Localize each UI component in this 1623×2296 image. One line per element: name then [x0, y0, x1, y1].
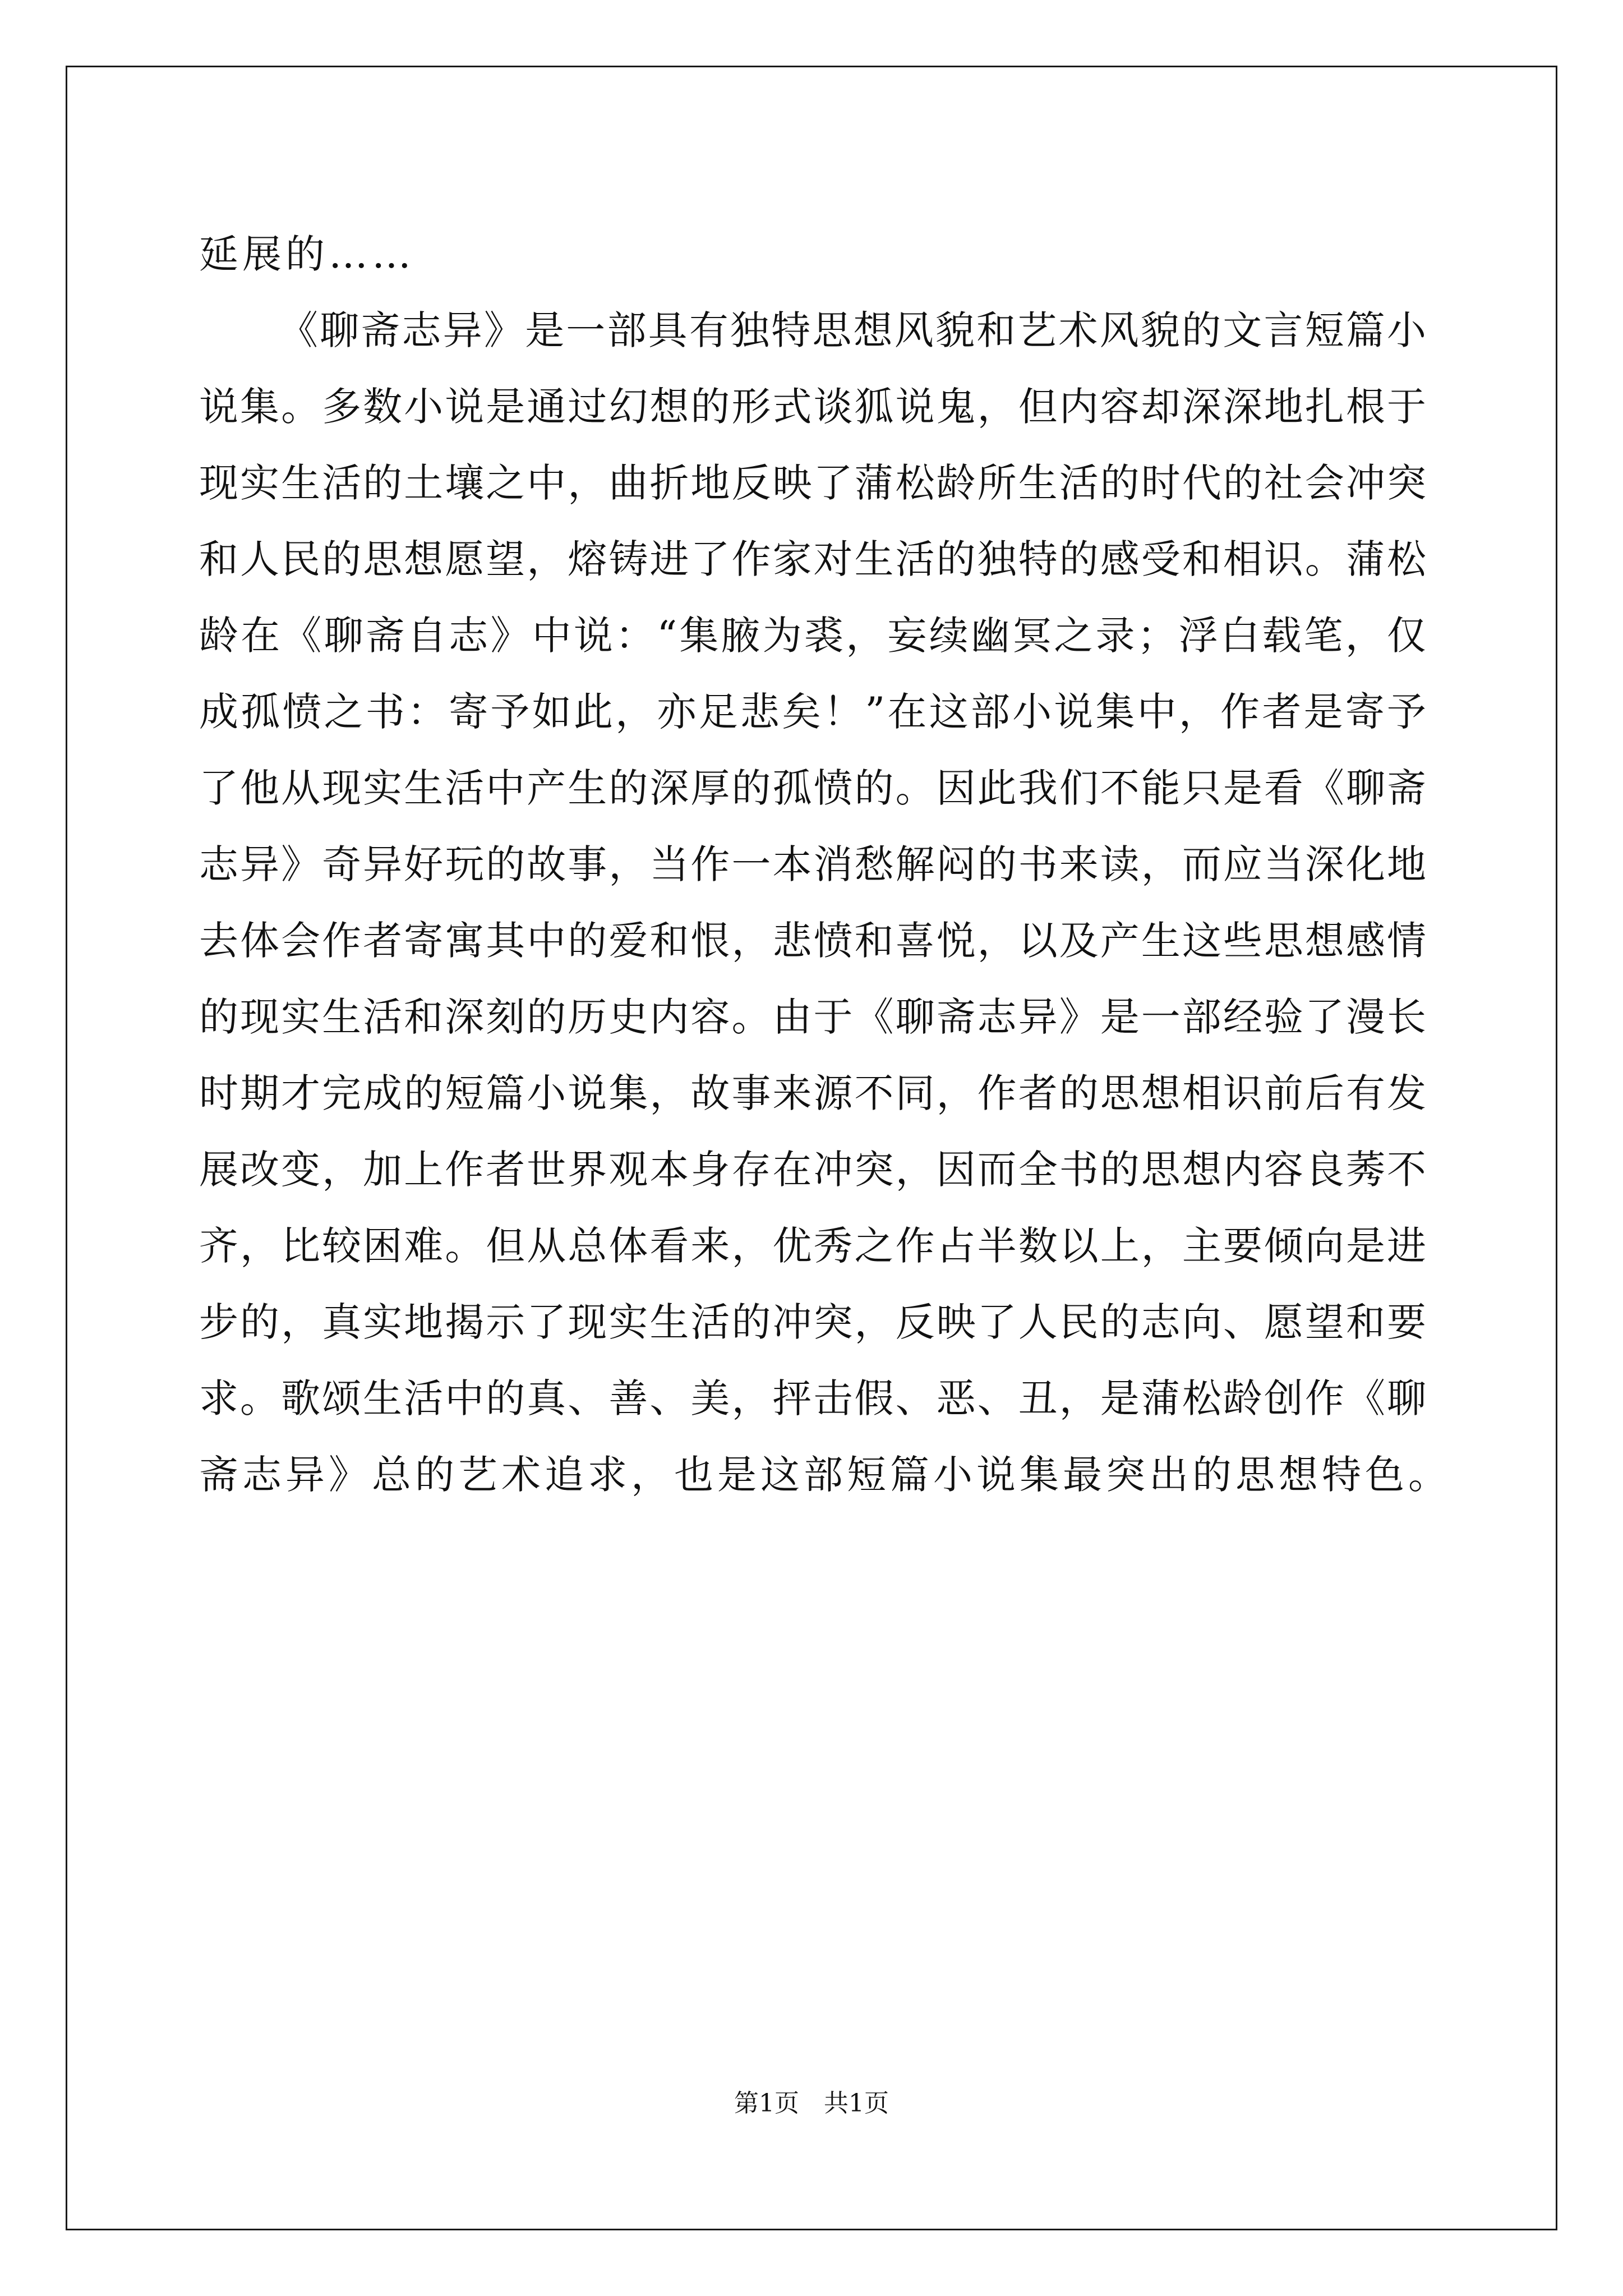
text-line-13: 展改变，加上作者世界观本身存在冲突，因而全书的思想内容良莠不 — [199, 1147, 1426, 1193]
text-line-17: 斋志异》总的艺术追求，也是这部短篇小说集最突出的思想特色。 — [199, 1452, 1451, 1498]
document-body — [199, 216, 1451, 1513]
text-line-7: 成孤愤之书：寄予如此，亦足悲矣！”在这部小说集中，作者是寄予 — [199, 689, 1426, 735]
text-line-9: 志异》奇异好玩的故事，当作一本消愁解闷的书来读，而应当深化地 — [199, 841, 1426, 887]
page-number-footer: 第1页 共1页 — [734, 2089, 889, 2118]
text-line-6: 龄在《聊斋自志》中说：“集腋为裘，妄续幽冥之录；浮白载笔，仅 — [199, 613, 1426, 659]
text-line-8: 了他从现实生活中产生的深厚的孤愤的。因此我们不能只是看《聊斋 — [199, 765, 1426, 811]
text-line-5: 和人民的思想愿望，熔铸进了作家对生活的独特的感受和相识。蒲松 — [199, 536, 1426, 582]
text-line-15: 步的，真实地揭示了现实生活的冲突，反映了人民的志向、愿望和要 — [199, 1299, 1426, 1345]
text-line-4: 现实生活的土壤之中，曲折地反映了蒲松龄所生活的时代的社会冲突 — [199, 460, 1426, 506]
paragraph-first-line: 《聊斋志异》是一部具有独特思想风貌和艺术风貌的文言短篇小 — [279, 307, 1426, 353]
text-line-11: 的现实生活和深刻的历史内容。由于《聊斋志异》是一部经验了漫长 — [199, 994, 1426, 1040]
text-line-10: 去体会作者寄寓其中的爱和恨，悲愤和喜悦，以及产生这些思想感情 — [199, 918, 1426, 964]
text-line-3: 说集。多数小说是通过幻想的形式谈狐说鬼，但内容却深深地扎根于 — [199, 384, 1426, 430]
text-line-16: 求。歌颂生活中的真、善、美，抨击假、恶、丑，是蒲松龄创作《聊 — [199, 1375, 1426, 1421]
text-line-1: 延展的…… — [199, 231, 415, 277]
text-line-12: 时期才完成的短篇小说集，故事来源不同，作者的思想相识前后有发 — [199, 1070, 1426, 1116]
text-line-14: 齐，比较困难。但从总体看来，优秀之作占半数以上，主要倾向是进 — [199, 1223, 1426, 1269]
